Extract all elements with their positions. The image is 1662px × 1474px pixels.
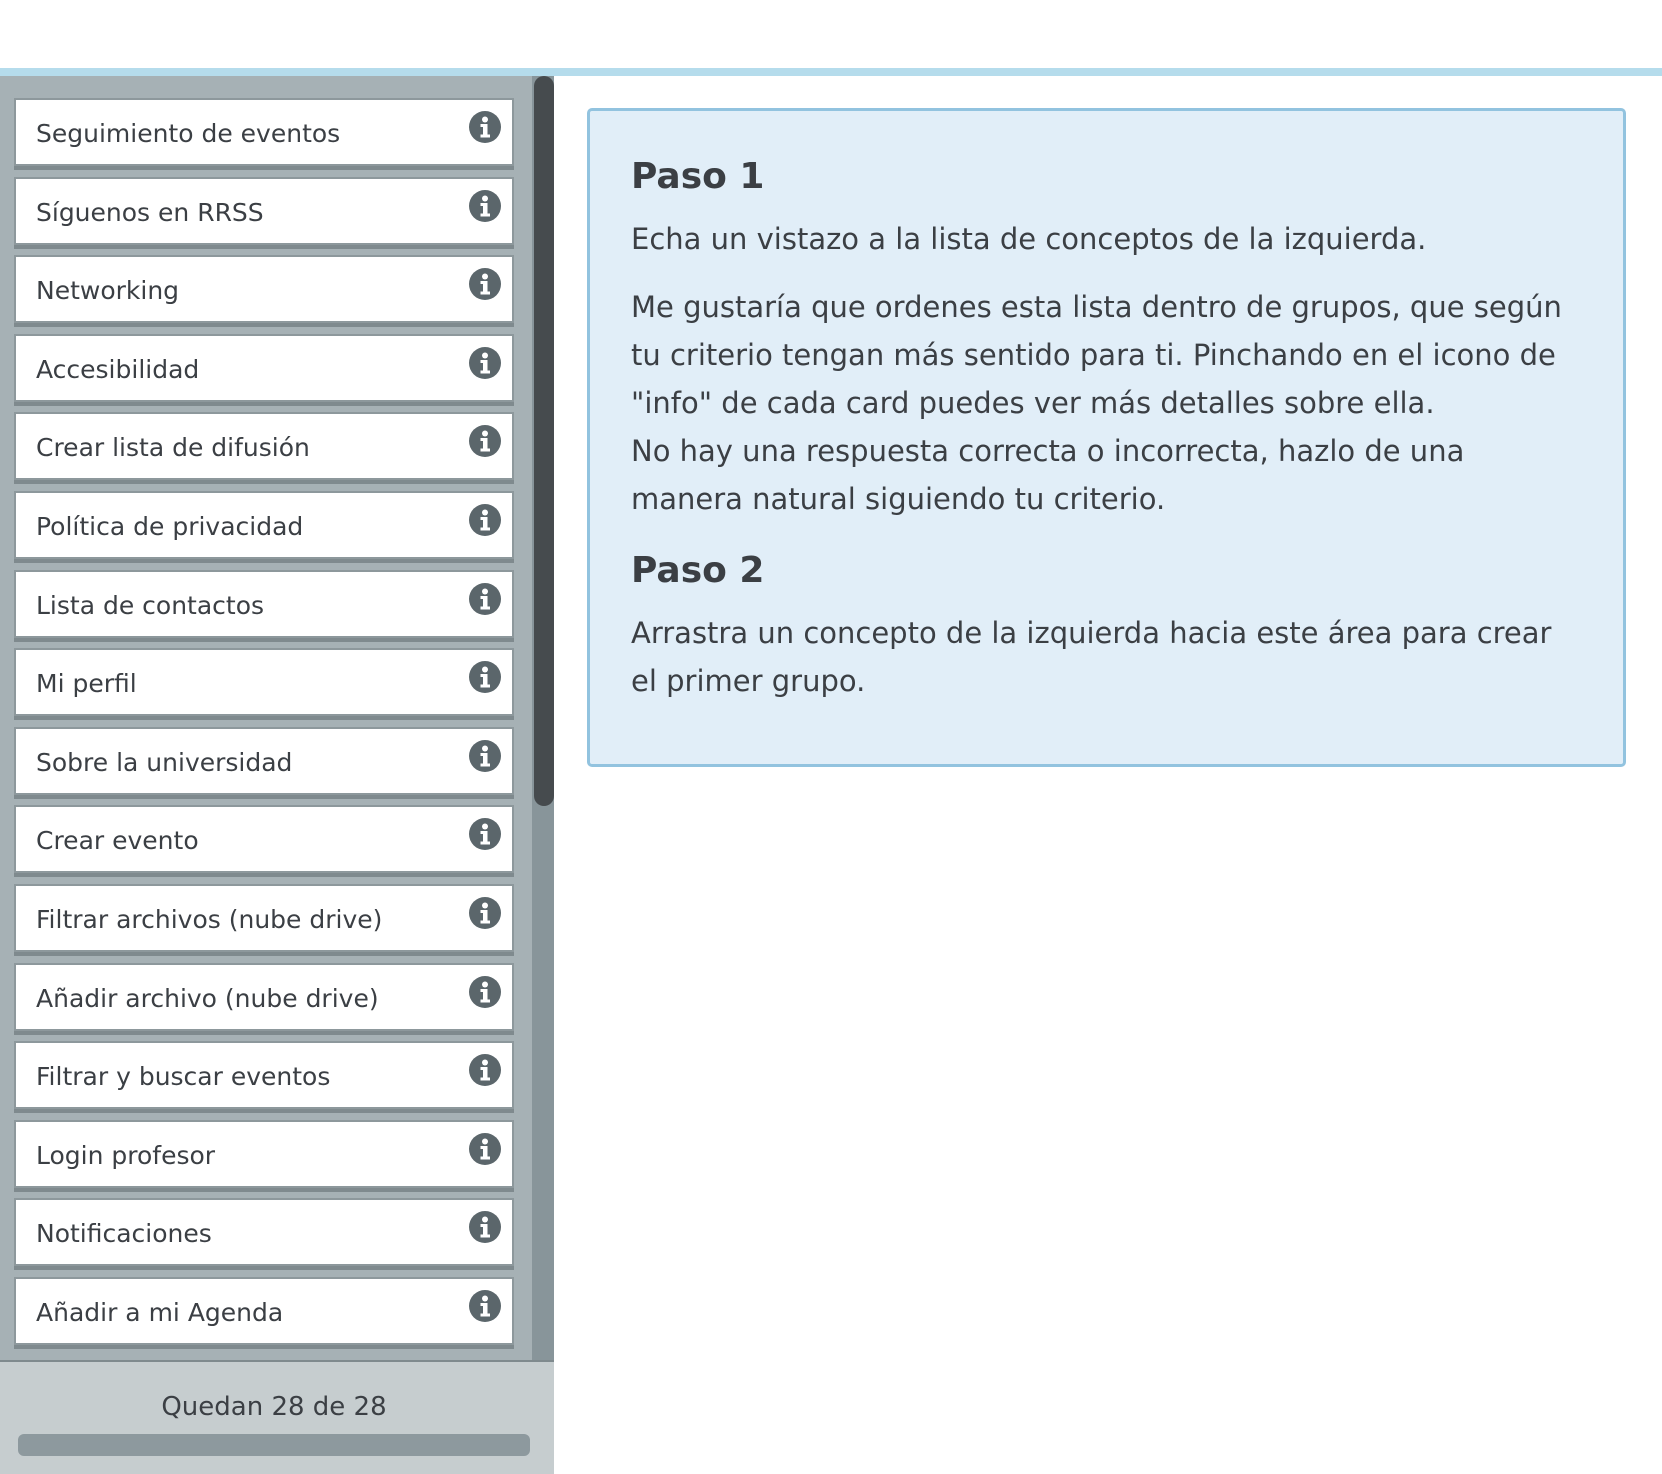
info-icon[interactable] [468,424,502,458]
concept-card-label: Mi perfil [36,669,137,699]
concept-card[interactable] [14,727,514,795]
info-icon[interactable] [468,267,502,301]
concept-card[interactable] [14,648,514,716]
info-icon[interactable] [468,1132,502,1166]
info-icon[interactable] [468,189,502,223]
info-icon[interactable] [468,1053,502,1087]
concept-card[interactable] [14,805,514,873]
concept-card[interactable] [14,334,514,402]
info-icon[interactable] [468,739,502,773]
info-icon[interactable] [468,896,502,930]
concept-card-label: Añadir a mi Agenda [36,1298,284,1327]
concept-card-label: Filtrar archivos (nube drive) [36,905,383,934]
concept-card[interactable] [14,1198,514,1266]
info-icon[interactable] [468,660,502,694]
concept-card[interactable] [14,255,514,323]
step2-title: Paso 2 [631,550,765,591]
concept-card-label: Crear lista de difusión [36,433,310,463]
concept-card-label: Sobre la universidad [36,747,293,777]
info-icon[interactable] [468,503,502,537]
info-icon[interactable] [468,1210,502,1244]
top-accent-line [0,68,1662,76]
step1-text: Echa un vistazo a la lista de conceptos de la izquierda. [631,222,1427,256]
info-icon[interactable] [468,110,502,144]
info-icon[interactable] [468,817,502,851]
concept-card-label: Añadir archivo (nube drive) [36,983,379,1013]
concept-card-label: Crear evento [36,826,199,856]
info-icon[interactable] [468,975,502,1009]
step1-title: Paso 1 [631,156,765,197]
concept-card[interactable] [14,1120,514,1188]
concept-card[interactable] [14,1041,514,1109]
concept-card[interactable] [14,412,514,480]
concept-card-label: Networking [36,276,180,306]
concept-card-list[interactable] [0,76,530,1360]
concept-card[interactable] [14,177,514,245]
info-icon[interactable] [468,1289,502,1323]
concept-card[interactable] [14,963,514,1031]
concept-card[interactable] [14,98,514,166]
concept-card-label: Accesibilidad [36,354,200,384]
sidebar-footer [0,1360,554,1474]
scrollbar-thumb[interactable] [534,76,554,806]
concept-card[interactable] [14,491,514,559]
progress-bar [18,1434,530,1456]
concept-card-label: Notificaciones [36,1219,212,1249]
step1-text-grouping: Me gustaría que ordenes esta lista dentro de grupos, que según tu criterio tengan más sentido para ti. Pinchando en el icono de "info" de cada card puedes ver más detalles sobre ella. [631,290,1562,420]
step1-text-no-answer: No hay una respuesta correcta o incorrecta, hazlo de una manera natural siguiendo tu criterio. [631,434,1465,516]
info-icon[interactable] [468,582,502,616]
info-icon[interactable] [468,346,502,380]
concept-card[interactable] [14,884,514,952]
concept-card-label: Lista de contactos [36,590,265,620]
concept-card[interactable] [14,1277,514,1345]
instructions-drop-area[interactable] [587,108,1626,767]
concept-card-label: Síguenos en RRSS [36,197,264,227]
concept-card[interactable] [14,570,514,638]
concept-card-label: Política de privacidad [36,512,304,541]
concept-card-label: Seguimiento de eventos [36,119,341,148]
concept-card-label: Login profesor [36,1140,216,1170]
concept-card-label: Filtrar y buscar eventos [36,1062,331,1092]
remaining-count: Quedan 28 de 28 [161,1392,387,1422]
concept-sidebar [0,76,554,1474]
step2-text: Arrastra un concepto de la izquierda hacia este área para crear el primer grupo. [631,616,1552,698]
top-bar [0,0,1662,68]
